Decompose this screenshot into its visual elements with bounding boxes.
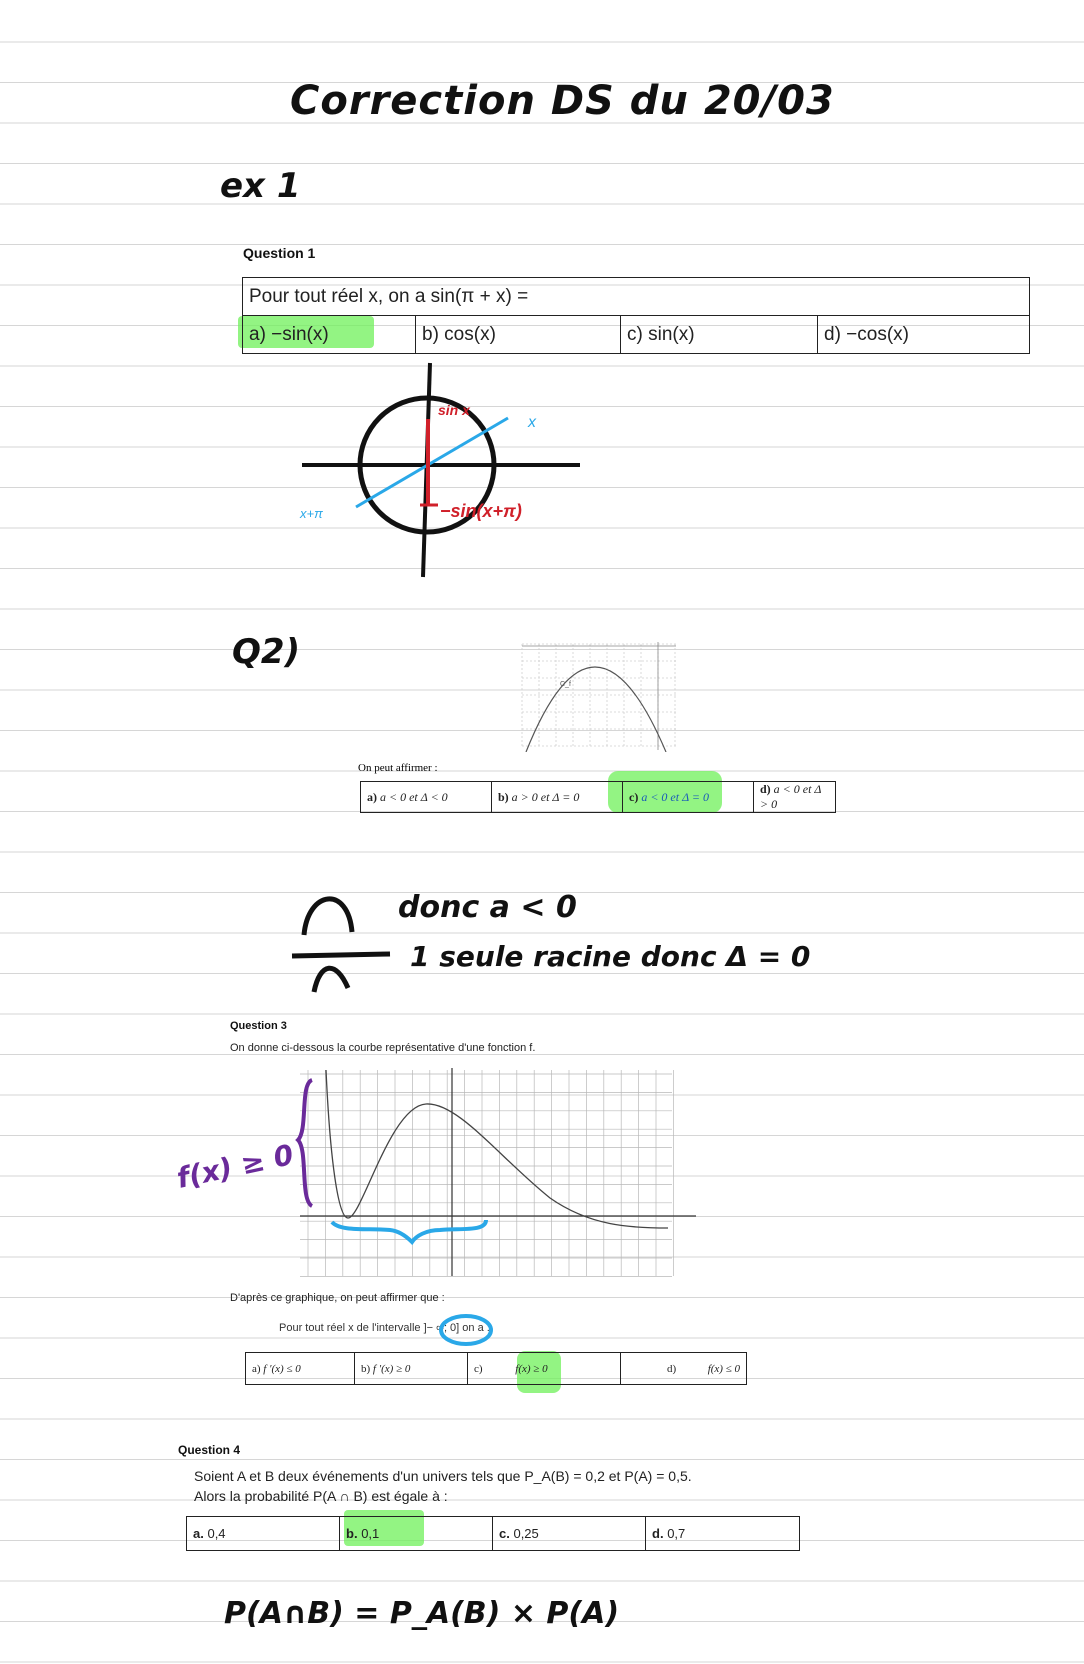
q4-option-b: 0,1: [361, 1526, 380, 1541]
question-4-options: [186, 1516, 800, 1551]
question-1-label: Question 1: [243, 245, 316, 261]
sketch-touching-parabola: [314, 968, 348, 992]
q3-option-b: f ′(x) ≥ 0: [372, 1362, 411, 1375]
curve-label: C_f: [560, 681, 571, 688]
q3-option-c-letter: c): [474, 1362, 483, 1375]
sketch-label-xpi: x+π: [300, 506, 323, 521]
q2-note-1: donc a < 0: [398, 890, 577, 925]
question-2-options: [360, 781, 836, 813]
blue-brace: [332, 1220, 486, 1242]
q2-option-d: a < 0 et Δ > 0: [760, 782, 822, 811]
q4-formula: P(A∩B) = P_A(B) × P(A): [224, 1596, 620, 1631]
q4-line-1: Soient A et B deux événements d'un univers tels que P_A(B) = 0,2 et P(A) = 0,5.: [194, 1468, 692, 1484]
q3-option-b-letter: b): [361, 1362, 371, 1375]
sketch-label-sinx: sin x: [438, 402, 470, 418]
q2-shape-sketch: [290, 880, 400, 1000]
q3-option-d-letter: d): [667, 1362, 677, 1375]
parabola-curve: [526, 667, 666, 752]
q4-line-2: Alors la probabilité P(A ∩ B) est égale à :: [194, 1488, 448, 1504]
sketch-label-minus-sin: −sin(x+π): [440, 501, 522, 521]
q3-option-c: f(x) ≥ 0: [515, 1362, 548, 1375]
q2-note-2: 1 seule racine donc Δ = 0: [410, 940, 811, 973]
q4-option-c: 0,25: [513, 1526, 539, 1541]
trig-circle-sketch: [290, 355, 600, 585]
sketch-axis-line: [292, 954, 390, 956]
question-3-label: Question 3: [230, 1020, 287, 1032]
question-1-options: [242, 277, 1030, 354]
q1-option-d: d) −cos(x): [818, 316, 1030, 354]
q3-side-note: f(x) ≥ 0: [173, 1138, 297, 1195]
question-1-statement: Pour tout réel x, on a sin(π + x) =: [243, 278, 1030, 316]
q4-option-a-letter: a.: [193, 1526, 204, 1541]
q2-option-b: a > 0 et Δ = 0: [511, 789, 580, 804]
q2-affirm-text: On peut affirmer :: [358, 762, 438, 774]
q2-option-a: a < 0 et Δ < 0: [380, 789, 448, 804]
question-2-label: Q2): [232, 632, 301, 672]
q3-statement: Pour tout réel x de l'intervalle ]− ∞; 0] on a :: [279, 1322, 490, 1334]
q2-option-a-letter: a): [367, 789, 377, 804]
q4-option-d-letter: d.: [652, 1526, 664, 1541]
q3-affirm-text: D'après ce graphique, on peut affirmer que :: [230, 1292, 445, 1304]
sketch-label-x: x: [528, 414, 536, 431]
q3-option-a-letter: a): [252, 1362, 261, 1375]
q3-option-d: f(x) ≤ 0: [707, 1362, 740, 1375]
q1-option-a: a) −sin(x): [243, 316, 416, 354]
q2-option-c: a < 0 et Δ = 0: [641, 789, 710, 804]
parabola-graph: [518, 640, 680, 752]
q1-option-c: c) sin(x): [621, 316, 818, 354]
purple-brace: [298, 1080, 312, 1206]
q2-option-b-letter: b): [498, 789, 509, 804]
q2-option-c-letter: c): [629, 789, 639, 804]
q3-intro: On donne ci-dessous la courbe représentative d'une fonction f.: [230, 1042, 536, 1054]
q4-option-a: 0,4: [207, 1526, 226, 1541]
sketch-cap-parabola: [304, 899, 352, 935]
q1-option-b: b) cos(x): [416, 316, 621, 354]
question-3-options: [245, 1352, 747, 1385]
question-4-label: Question 4: [178, 1443, 241, 1457]
q2-option-d-letter: d): [760, 782, 771, 796]
q4-option-d: 0,7: [667, 1526, 686, 1541]
q4-option-b-letter: b.: [346, 1526, 358, 1541]
q4-option-c-letter: c.: [499, 1526, 510, 1541]
q3-option-a: f ′(x) ≤ 0: [263, 1362, 301, 1375]
page-title: Correction DS du 20/03: [290, 78, 835, 124]
q3-interval-circle: [438, 1312, 494, 1348]
exercise-label: ex 1: [220, 166, 301, 206]
